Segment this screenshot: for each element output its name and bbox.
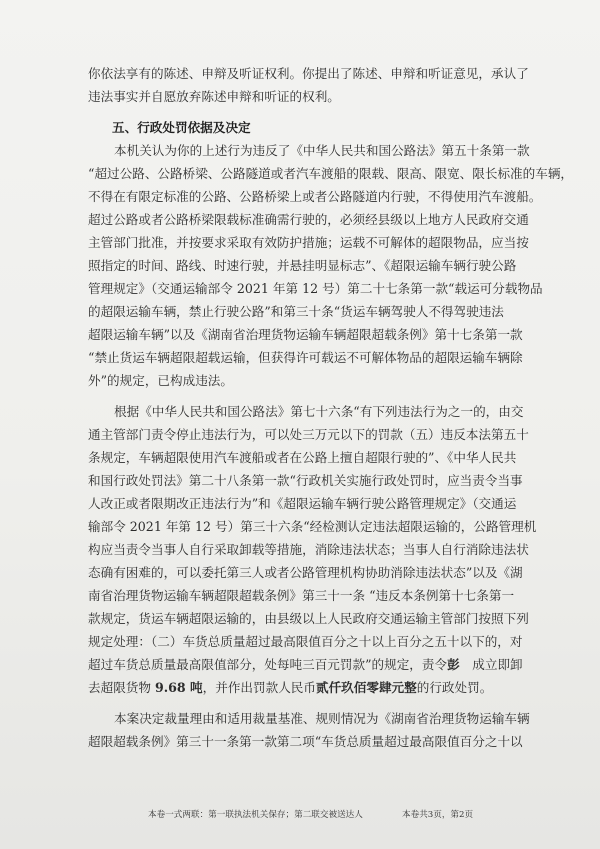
text-line-party xyxy=(88,653,526,676)
text-line: 和国行政处罚法》第二十八条第一款“行政机关实施行政处罚时，应当责令当事 xyxy=(88,473,523,488)
text-line: 外”的规定，已构成违法。 xyxy=(88,373,233,388)
text-line: 款规定，货运车辆超限运输的，由县级以上人民政府交通运输主管部门按照下列 xyxy=(88,611,529,626)
text-line: 违法事实并自愿放弃陈述申辩和听证的权利。 xyxy=(88,89,340,104)
text-line: 的超限运输车辆，禁止行驶公路”和第三十条“货运车辆驾驶人不得驾驶违法 xyxy=(88,304,504,319)
text-line: 通主管部门责令停止违法行为，可以处三万元以下的罚款（五）违反本法第五十 xyxy=(88,427,529,442)
text-line: 条规定，车辆超限使用汽车渡船或者在公路上擅自超限行驶的”、《中华人民共 xyxy=(88,450,517,465)
text-line: 超限超载条例》第三十一条第一款第二项“车货总质量超过最高限值百分之十以 xyxy=(88,734,523,749)
text-segment: 去超限货物 xyxy=(88,680,155,695)
text-segment: 的行政处罚。 xyxy=(416,680,493,695)
text-line-penalty xyxy=(88,676,526,699)
text-line: 本机关认为你的上述行为违反了《中华人民共和国公路法》第五十条第一款 xyxy=(114,143,530,158)
text-line: 超过公路或者公路桥梁限载标准确需行驶的，必须经县级以上地方人民政府交通 xyxy=(88,212,529,227)
text-line: 输部令 2021 年第 12 号）第三十六条“经检测认定违法超限运输的，公路管理机 xyxy=(88,519,537,534)
text-line: 规定处理：（二）车货总质量超过最高限值百分之十以上百分之五十以下的，对 xyxy=(88,634,523,649)
text-line: 不得在有限定标准的公路、公路桥梁上或者公路隧道内行驶，不得使用汽车渡船。 xyxy=(88,189,542,204)
text-segment: 超过车货总质量最高限值部分，处每吨三百元罚款”的规定，责令 xyxy=(88,657,448,672)
fine-amount: 贰仟玖佰零肆元整 xyxy=(315,680,417,695)
text-segment: ，并作出罚款人民币 xyxy=(202,680,316,695)
text-line: 管理规定》（交通运输部令 2021 年第 12 号）第二十七条第一款“载运可分载物品 xyxy=(88,281,543,296)
text-line: 你依法享有的陈述、申辩及听证权利。你提出了陈述、申辩和听证意见，承认了 xyxy=(88,66,529,81)
unload-weight: 9.68 吨 xyxy=(154,680,203,695)
text-segment: 成立即卸 xyxy=(472,657,523,672)
section-heading: 五、行政处罚依据及决定 xyxy=(112,120,251,135)
page-footer xyxy=(148,808,528,820)
text-line: 南省治理货物运输车辆超限超载条例》第三十一条 “违反本条例第十七条第一 xyxy=(88,588,515,603)
footer-copies-note: 本卷一式两联：第一联执法机关保存；第二联交被送达人 xyxy=(148,810,363,820)
text-line: “禁止货运车辆超限超载运输，但获得许可载运不可解体物品的超限运输车辆除 xyxy=(88,350,523,365)
footer-page-number: 本卷共3页，第2页 xyxy=(402,810,474,820)
text-line: “超过公路、公路桥梁、公路隧道或者汽车渡船的限载、限高、限宽、限长标准的车辆， xyxy=(88,166,574,181)
party-name: 彭 xyxy=(447,657,460,672)
text-line: 根据《中华人民共和国公路法》第七十六条“有下列违法行为之一的，由交 xyxy=(114,404,524,419)
document-body xyxy=(88,62,574,753)
text-line: 主管部门批准，并按要求采取有效防护措施；运载不可解体的超限物品，应当按 xyxy=(88,235,529,250)
text-line: 照指定的时间、路线、时速行驶，并悬挂明显标志”、《超限运输车辆行驶公路 xyxy=(88,258,517,273)
text-line: 超限运输车辆”以及《湖南省治理货物运输车辆超限超载条例》第十七条第一款 xyxy=(88,327,523,342)
text-line: 人改正或者限期改正违法行为”和《超限运输车辆行驶公路管理规定》（交通运 xyxy=(88,496,517,511)
text-line: 本案决定裁量理由和适用裁量基准、规则情况为《湖南省治理货物运输车辆 xyxy=(114,711,530,726)
text-line: 态确有困难的，可以委托第三人或者公路管理机构协助消除违法状态”以及《湖 xyxy=(88,565,523,580)
text-line: 构应当责令当事人自行采取卸载等措施，消除违法状态；当事人自行消除违法状 xyxy=(88,542,529,557)
